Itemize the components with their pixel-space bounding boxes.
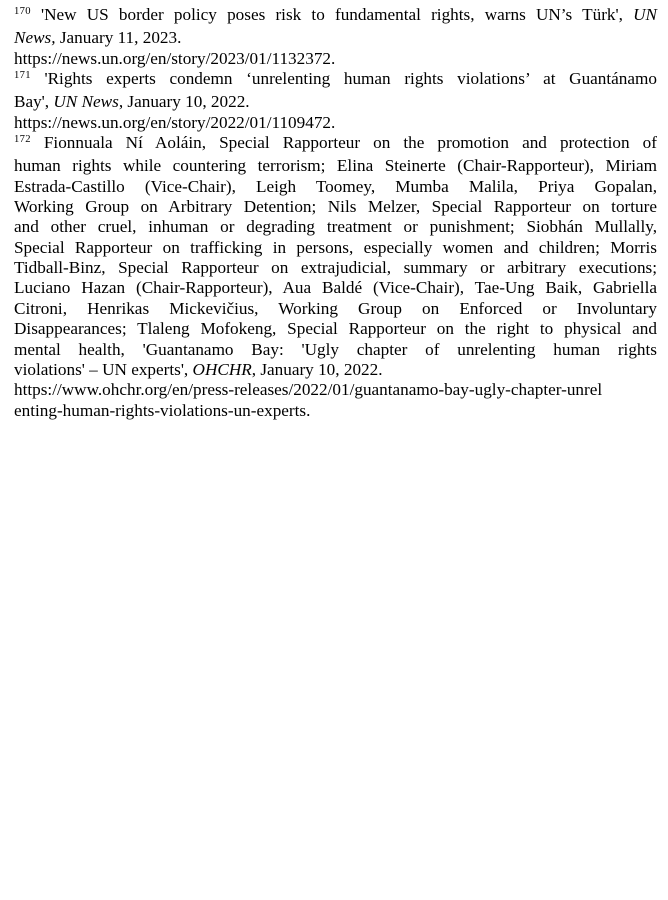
text-line [14, 28, 657, 48]
text-line [14, 177, 657, 197]
text-run: Estrada-Castillo (Vice-Chair), Leigh Toomey, Mumba Malila, Priya Gopalan, [14, 176, 657, 196]
text-line [14, 258, 657, 278]
text-run: Fionnuala Ní Aoláin, Special Rapporteur on the promotion and protection of [30, 133, 657, 153]
italic-text-run: News, [14, 28, 56, 48]
text-line [14, 238, 657, 258]
text-run: and other cruel, inhuman or degrading treatment or punishment; Siobhán Mullally, [14, 217, 657, 237]
text-line [14, 133, 657, 156]
text-line [14, 319, 657, 339]
text-run: 'New US border policy poses risk to fundamental rights, warns UN’s Türk', [30, 5, 634, 24]
text-run: , January 10, 2022. [118, 92, 250, 112]
text-line [14, 69, 657, 92]
text-line [14, 49, 657, 69]
footnote-170 [14, 5, 657, 69]
footnote-url-text: enting-human-rights-violations-un-experts. [14, 400, 311, 420]
text-run: Special Rapporteur on trafficking in persons, especially women and children; Morris [14, 237, 657, 257]
footnote-171 [14, 69, 657, 133]
text-run: 'Rights experts condemn ‘unrelenting human rights violations’ at Guantánamo [30, 69, 657, 89]
text-run: Disappearances; Tlaleng Mofokeng, Special Rapporteur on the right to physical and [14, 319, 657, 339]
text-run: Bay', [14, 92, 54, 112]
text-line [14, 197, 657, 217]
text-run: Luciano Hazan (Chair-Rapporteur), Aua Baldé (Vice-Chair), Tae-Ung Baik, Gabriella [14, 278, 657, 298]
text-run: Citroni, Henrikas Mickevičius, Working Group on Enforced or Involuntary [14, 298, 657, 318]
text-line [14, 401, 657, 421]
italic-text-run: UN News [53, 92, 119, 112]
text-run: human rights while countering terrorism; Elina Steinerte (Chair-Rapporteur), Miriam [14, 156, 657, 176]
text-line [14, 380, 657, 400]
italic-text-run: UN [633, 5, 657, 24]
text-line [14, 92, 657, 112]
text-line [14, 340, 657, 360]
footnotes-section [14, 5, 657, 421]
text-line [14, 299, 657, 319]
footnote-number: 171 [14, 70, 31, 82]
footnote-172 [14, 133, 657, 421]
text-line [14, 278, 657, 298]
text-run: , January 10, 2022. [251, 359, 383, 379]
text-line [14, 5, 657, 28]
footnote-number: 172 [14, 134, 31, 146]
text-run: mental health, 'Guantanamo Bay: 'Ugly chapter of unrelenting human rights [14, 339, 657, 359]
footnote-url-text: https://www.ohchr.org/en/press-releases/2022/01/guantanamo-bay-ugly-chapter-unrel [14, 380, 603, 400]
text-line [14, 360, 657, 380]
text-run: violations' – UN experts', [14, 359, 193, 379]
text-line [14, 217, 657, 237]
footnote-number: 170 [14, 6, 31, 17]
text-run: January 11, 2023. [55, 28, 182, 48]
text-line [14, 113, 657, 133]
footnote-url-text: https://news.un.org/en/story/2023/01/1132372. [14, 48, 336, 68]
text-run: Tidball-Binz, Special Rapporteur on extrajudicial, summary or arbitrary executions; [14, 258, 657, 278]
text-run: Working Group on Arbitrary Detention; Nils Melzer, Special Rapporteur on torture [14, 197, 657, 217]
footnote-url-text: https://news.un.org/en/story/2022/01/1109472. [14, 112, 336, 132]
text-line [14, 156, 657, 176]
italic-text-run: OHCHR [192, 359, 252, 379]
